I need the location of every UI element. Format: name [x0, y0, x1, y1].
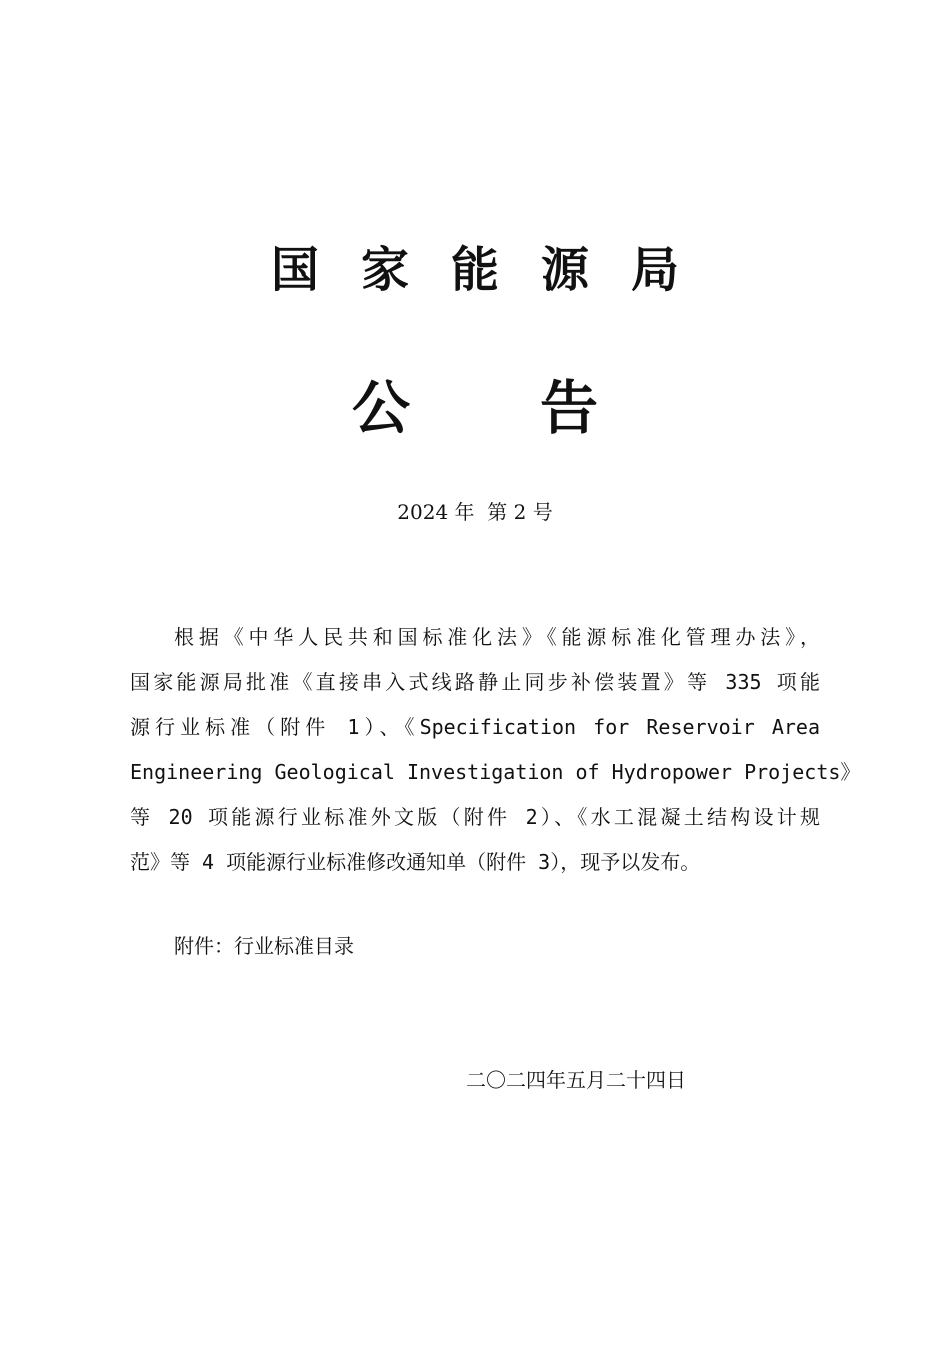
- body-line: 国家能源局批准《直接串入式线路静止同步补偿装置》等 335 项能: [130, 670, 820, 694]
- body-line: 源行业标准（附件 1）、《Specification for Reservoir Area: [130, 715, 820, 739]
- agency-title: 国家能源局: [270, 242, 721, 298]
- document-number: 2024 年 第 2 号: [397, 500, 553, 524]
- body-line: Engineering Geological Investigation of Hydropower Projects》: [130, 760, 861, 784]
- body-line: 范》等 4 项能源行业标准修改通知单（附件 3），现予以发布。: [130, 850, 701, 874]
- issue-date: 二〇二四年五月二十四日: [466, 1068, 686, 1092]
- attachment-note: 附件：行业标准目录: [174, 934, 354, 958]
- announcement-body: [130, 615, 861, 885]
- document-type-title: 公告: [351, 374, 728, 442]
- body-line: 根据《中华人民共和国标准化法》《能源标准化管理办法》，: [174, 625, 820, 649]
- body-line: 等 20 项能源行业标准外文版（附件 2）、《水工混凝土结构设计规: [130, 805, 820, 829]
